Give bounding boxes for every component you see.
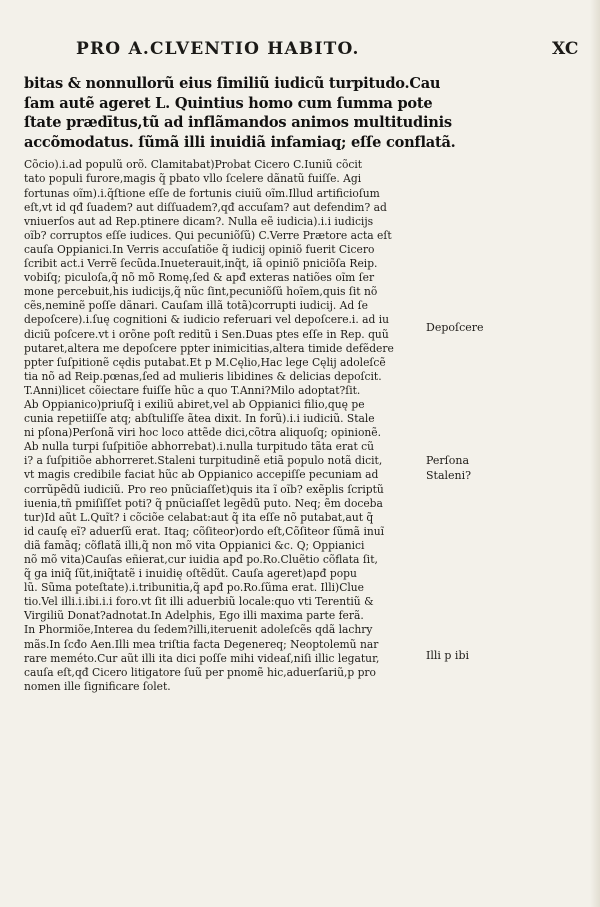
commentary-line: putaret,altera me depoſcere ppter inimicitias,altera timide defẽdere: [24, 341, 394, 355]
commentary-line: Ab Oppianico)priuſq̃ i exiliũ abiret,vel ab Oppianici filio,quę pe: [24, 397, 365, 411]
page-edge-shadow: [590, 0, 600, 907]
commentary-line: Cõcio).i.ad populũ orõ. Clamitabat)Probat Cicero C.Iuniũ cõcit: [24, 158, 363, 172]
lemma-line: bitas & nonnullorũ eius ſimiliũ iudicũ turpitudo.Cau: [24, 75, 441, 92]
commentary-line: mãs.In ſcđo Aen.Illi mea triſtia facta Degenereq; Neoptolemũ nar: [24, 637, 379, 651]
lemma-line: accõmodatus. ſũmã illi inuidiã infamiaq; eſſe conflatã.: [24, 133, 456, 151]
commentary-line: lũ. Sũma poteſtate).i.tribunitia,q̃ apđ po.Ro.ſũma erat. Illi)Clue: [24, 581, 365, 595]
commentary-line: T.Anni)licet cõiectare fuiſſe hũc a quo T.Anni?Milo adoptat?ſit.: [24, 383, 361, 397]
commentary-line: nõ mõ vita)Cauſas eñierat,cur iuidia apđ po.Ro.Cluẽtio cõflata ſit,: [24, 553, 378, 566]
commentary-line: In Phormiõe,Interea du ſedem?illi,iteruenit adoleſcẽs qdã lachry: [24, 623, 373, 637]
commentary-line: fortunas oĩm).i.q̃ſtione eſſe de fortunis ciuiũ oĩm.Illud artificioſum: [24, 186, 380, 200]
commentary-line: vt magis credibile faciat hũc ab Oppianico accepiſſe pecuniam ad: [24, 468, 379, 482]
marginal-note-stalenii: Staleni?: [426, 469, 472, 482]
folio-number: XC: [552, 39, 579, 59]
commentary-line: vniuerſos aut ad Rep.ptinere dicam?. Nulla eẽ iudicia).i.i iudicijs: [24, 214, 374, 228]
commentary-line: iuenia,tñ pmiſiſſet poti? q̃ pnũciaſſet legẽdũ puto. Neq; ẽm doceba: [24, 496, 383, 510]
commentary-line: diã famãq; cõflatã illi,q̃ non mõ vita Oppianici &c. Q; Oppianici: [24, 538, 365, 552]
commentary-line: tur)Id aũt L.Quĩt? i cõciõe celabat:aut q̃ ita eſſe nõ putabat,aut q̃: [24, 510, 374, 524]
page-header: [0, 39, 600, 63]
commentary-line: tia nõ ad Reip.pœnas,ſed ad mulieris libidines & delicias depoſcit.: [24, 369, 382, 383]
commentary-line: depoſcere).i.ſuę cognitioni & iudicio referuari vel depoſcere.i. ad iu: [24, 313, 390, 327]
marginal-note-deposcere: Depoſcere: [426, 321, 484, 334]
lemma-line: ſam autẽ ageret L. Quintius homo cum ſumma pote: [24, 94, 433, 112]
commentary-line: vobiſq; piculoſa,q̃ nõ mõ Romę,ſed & apđ exteras natiões oĩm ſer: [24, 271, 375, 285]
commentary-line: eſt,vt id qđ ſuadem? aut diſſuadem?,qđ accuſam? aut defendim? ad: [24, 200, 387, 214]
commentary-line: id cauſę eĩ? aduerſũ erat. Itaq; cõſiteor)ordo eſt,Cõſiteor ſũmã inuĩ: [24, 524, 385, 538]
lemma-block: [24, 74, 456, 152]
commentary-block: [24, 158, 424, 694]
commentary-line: Virgiliũ Donat?adnotat.In Adelphis, Ego illi maxima parte ferã.: [24, 609, 364, 623]
commentary-line: ſcribit act.i Verrẽ ſecũda.Inueterauit,inq̃t, iã opiniõ pniciõſa Reip.: [24, 257, 378, 271]
commentary-line: cauſa eſt,qđ Cicero litigatore ſuũ per pnomẽ hic,aduerſariũ,p pro: [24, 665, 376, 679]
running-title: PRO A.CLVENTIO HABITO.: [76, 39, 360, 59]
commentary-line: oĩb? corruptos eſſe iudices. Qui pecuniõſũ) C.Verre Prætore acta eſt: [24, 228, 392, 242]
lemma-line: ſtate prædītus,tũ ad inflãmandos animos multitudinis: [24, 114, 452, 132]
commentary-line: ppter ſuſpitionẽ cędis putabat.Et p M.Cęlio,Hac lege Cęlij adoleſcẽ: [24, 355, 386, 369]
commentary-line: cauſa Oppianici.In Verris accuſatiõe q̃ iudicij opiniõ fuerit Cicero: [24, 242, 375, 256]
marginal-note-illi-pro-ibi: Illi p ibi: [426, 649, 470, 662]
commentary-line: corrũpẽdũ iudiciũ. Pro reo pnũciaſſet)quis ita ĩ oĩb? exẽplis ſcriptũ: [24, 482, 384, 496]
marginal-note-persona: Perſona: [426, 454, 470, 467]
commentary-line: diciũ poſcere.vt i orõne poſt reditũ i Sen.Duas ptes eſſe in Rep. quũ: [24, 327, 389, 341]
commentary-line: nomen ille ſignificare ſolet.: [24, 679, 171, 693]
commentary-line: mone percebuit,his iudicijs,q̃ nũc ſint,pecuniõſũ hoĩem,quis ſit nõ: [24, 285, 378, 299]
commentary-line: rare meméto.Cur aũt illi ita dici poſſe mihi videaſ,niſi illic legatur,: [24, 651, 380, 665]
commentary-line: cẽs,neminẽ poſſe dãnari. Cauſam illã totã)corrupti iudicij. Ad ſe: [24, 299, 368, 313]
commentary-line: q̃ ga iniq̃ ſũt,iniq̃tatẽ i inuidię oſtẽdũt. Cauſa ageret)apđ popu: [24, 567, 357, 581]
commentary-line: ni pſona)Perſonã viri hoc loco attẽde dici,cõtra aliquoſq; opinionẽ.: [24, 426, 381, 440]
commentary-line: Ab nulla turpi ſuſpitiõe abhorrebat).i.nulla turpitudo tãta erat cũ: [24, 440, 375, 454]
commentary-line: i? a ſuſpitiõe abhorreret.Staleni turpitudinẽ etiã populo notã dicit,: [24, 454, 383, 468]
commentary-line: tato populi furore,magis q̃ pbato vllo ſcelere dãnatũ fuiſſe. Agi: [24, 172, 362, 186]
commentary-line: tio.Vel illi.i.ibi.i.i foro.vt ſit illi aduerbiũ locale:quo vti Terentiũ &: [24, 595, 374, 609]
commentary-line: cunia repetiiſſe atq; abſtuliſſe ãtea dixit. In forũ).i.i iudiciũ. Stale: [24, 412, 375, 426]
